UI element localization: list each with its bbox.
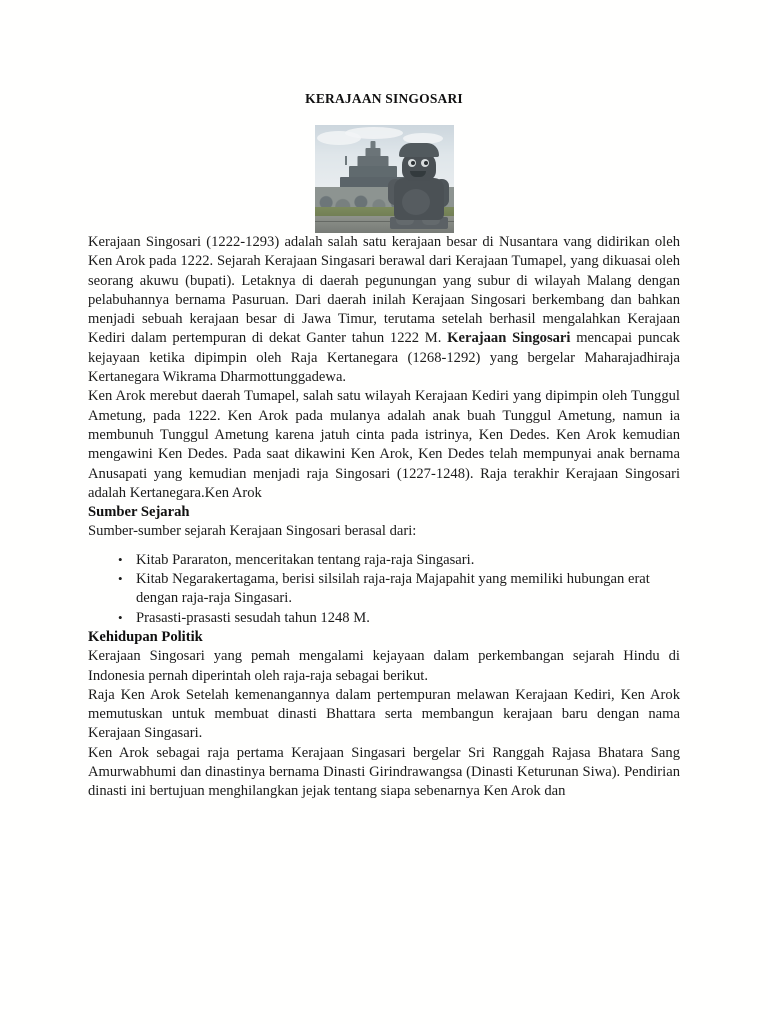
list-item: • Kitab Negarakertagama, berisi silsilah raja-raja Majapahit yang memiliki hubungan erat dengan raja-raja Singasari. — [88, 570, 680, 609]
statue-pupil — [411, 161, 415, 165]
temple-photo — [315, 125, 454, 233]
figure-container — [88, 125, 680, 233]
paragraph-sumber-intro: Sumber-sumber sejarah Kerajaan Singosari berasal dari: — [88, 523, 417, 540]
paragraph-ken-arok-origin: Ken Arok merebut daerah Tumapel, salah satu wilayah Kerajaan Kediri yang dipimpin oleh Tunggul Ametung, pada 1222. Ken Arok pada mulanya adalah anak buah Tunggul Ametung, namun ia membunuh Tunggul Ametung karena jatuh cinta pada istrinya, Ken Dedes. Ken Arok kemudian mengawini Ken Dedes. Pada saat dikawini Ken Arok, Ken Dedes telah mempunyai anak bernama Anusapati yang kemudian menjadi raja Singosari (1227-1248). Raja terakhir Kerajaan Singosari adalah Kertanegara.Ken Arok — [88, 388, 680, 501]
heading-sumber-sejarah: Sumber Sejarah — [88, 504, 190, 521]
list-item: • Prasasti-prasasti sesudah tahun 1248 M. — [88, 609, 680, 628]
kerajaan-singosari-emphasis: Kerajaan Singosari — [447, 330, 571, 347]
statue-pupil — [424, 161, 428, 165]
paragraph-overview-part1: Kerajaan Singosari (1222-1293) adalah salah satu kerajaan besar di Nusantara vang didirikan oleh Ken Arok pada 1222. Sejarah Kerajaan Singasari berawal dari Kerajaan Tumapel, yang dikuasai oleh seorang akuwu (bupati). Letaknya di daerah pegunungan yang subur di wilayah Malang dengan pelabuhannya bernama Pasuruan. Dari daerah inilah Kerajaan Singosari berkembang dan bahkan menjadi sebuah kerajaan besar di Jawa Timur, terutama setelah berhasil mengalahkan Kerajaan Kediri dalam pertempuran di dekat Ganter tahun 1222 M. — [88, 234, 680, 347]
page-title: KERAJAAN SINGOSARI — [305, 91, 463, 106]
source-list — [88, 551, 680, 628]
dvarapala-statue — [386, 137, 450, 229]
paragraph-gelar-dinasti: Ken Arok sebagai raja pertama Kerajaan Singasari bergelar Sri Ranggah Rajasa Bhatara Sang Amurwabhumi dan dinastinya bernama Dinasti Girindrawangsa (Dinasti Keturunan Siwa). Pendirian dinasti ini bertujuan menghilangkan jejak tentang siapa sebenarnya Ken Arok dan — [88, 744, 680, 800]
statue-mouth — [410, 171, 426, 177]
paragraph-overview-part2: mencapai puncak kejayaan ketika dipimpin oleh Raja Kertanegara (1268-1292) yang bergelar Maharajadhiraja Kertanegara Wikrama Dharmottunggadewa. — [88, 330, 680, 386]
list-item: • Kitab Pararaton, menceritakan tentang raja-raja Singasari. — [88, 551, 680, 570]
statue-crown — [399, 143, 439, 157]
statue-belly — [402, 189, 430, 215]
paragraph-overview — [88, 233, 680, 387]
document-body — [88, 0, 680, 802]
paragraph-politik-intro: Kerajaan Singosari yang pemah mengalami kejayaan dalam perkembangan sejarah Hindu di Indonesia pernah diperintah oleh raja-raja sebagai berikut. — [88, 648, 680, 684]
heading-kehidupan-politik: Kehidupan Politik — [88, 628, 203, 645]
paragraph-raja-ken-arok: Raja Ken Arok Setelah kemenangannya dalam pertempuran melawan Kerajaan Kediri, Ken Arok memutuskan untuk membuat dinasti Bhattara serta membangun kerajaan baru dengan nama Kerajaan Singasari. — [88, 686, 680, 742]
